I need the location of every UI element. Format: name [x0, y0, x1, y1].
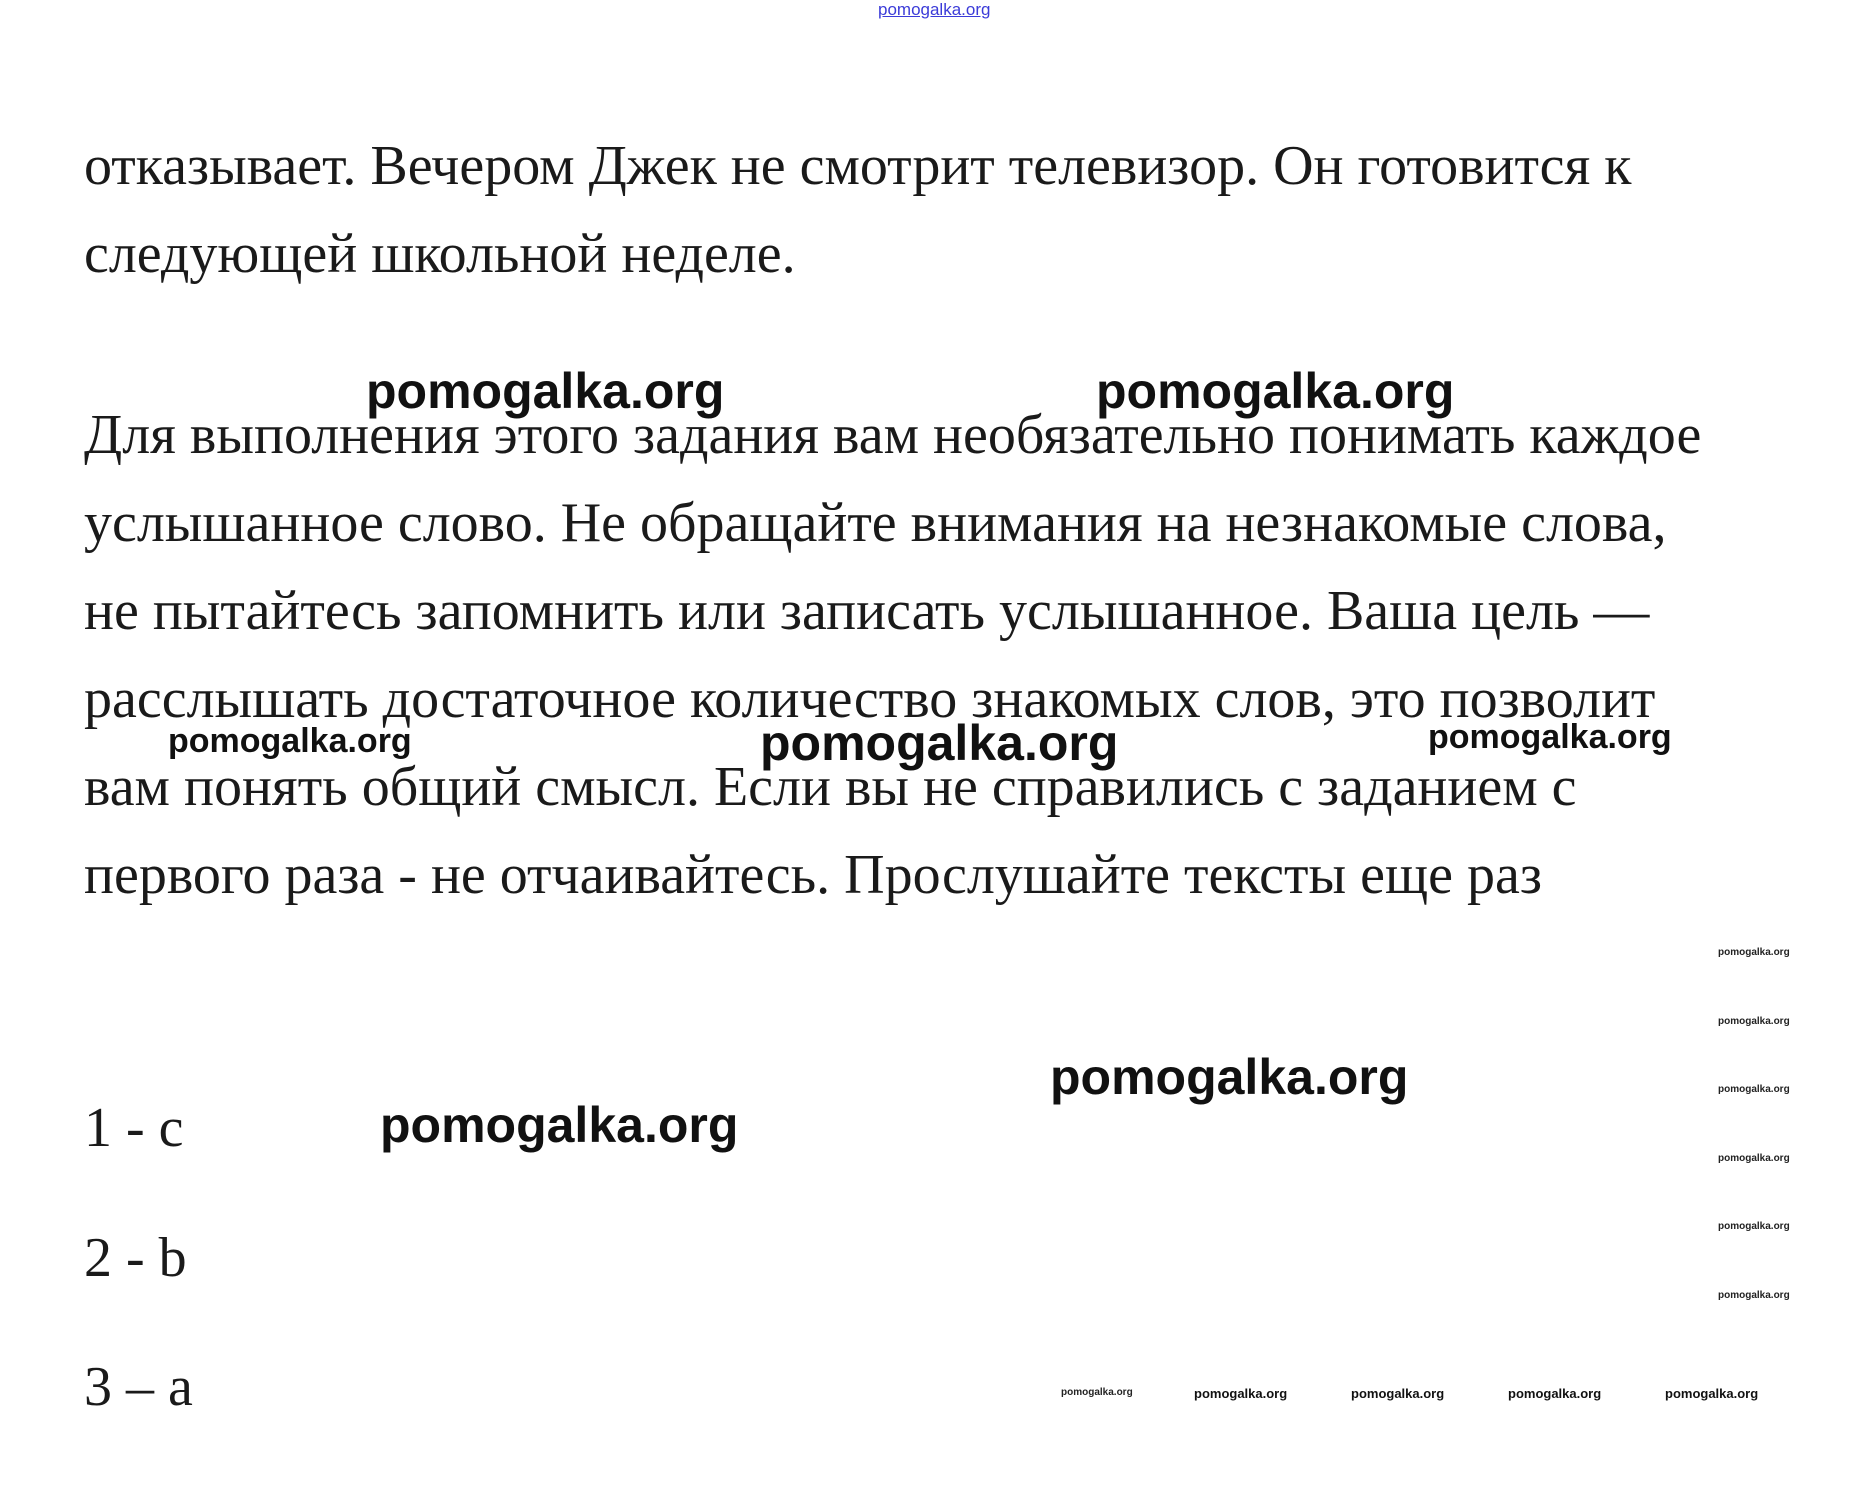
paragraph-line: Для выполнения этого задания вам необязательно понимать каждое — [84, 404, 1702, 466]
watermark: pomogalka.org — [168, 722, 412, 760]
watermark: pomogalka.org — [1718, 1084, 1790, 1095]
answer-item-2: 2 - b — [84, 1227, 187, 1289]
watermark: pomogalka.org — [1096, 363, 1455, 419]
answer-item-1: 1 - c — [84, 1097, 184, 1159]
watermark: pomogalka.org — [1194, 1386, 1288, 1401]
watermark: pomogalka.org — [380, 1097, 739, 1153]
paragraph-line: первого раза - не отчаивайтесь. Прослушайте тексты еще раз — [84, 844, 1542, 906]
paragraph-line: услышанное слово. Не обращайте внимания на незнакомые слова, — [84, 492, 1667, 554]
paragraph-line: отказывает. Вечером Джек не смотрит телевизор. Он готовится к — [84, 135, 1632, 197]
watermark: pomogalka.org — [760, 715, 1119, 771]
watermark: pomogalka.org — [1428, 718, 1672, 756]
watermark: pomogalka.org — [1718, 1221, 1790, 1232]
answer-item-3: 3 – a — [84, 1356, 193, 1418]
watermark: pomogalka.org — [1718, 947, 1790, 958]
watermark: pomogalka.org — [1508, 1386, 1602, 1401]
watermark: pomogalka.org — [1665, 1386, 1759, 1401]
watermark: pomogalka.org — [1050, 1049, 1409, 1105]
paragraph-line: расслышать достаточное количество знакомых слов, это позволит — [84, 668, 1656, 730]
watermark: pomogalka.org — [366, 363, 725, 419]
paragraph-line: не пытайтесь запомнить или записать услышанное. Ваша цель — — [84, 580, 1650, 642]
paragraph-line: следующей школьной неделе. — [84, 223, 796, 285]
paragraph-line: вам понять общий смысл. Если вы не справились с заданием с — [84, 756, 1577, 818]
site-header-link[interactable]: pomogalka.org — [878, 0, 991, 19]
watermark: pomogalka.org — [1718, 1290, 1790, 1301]
paragraph-instructions — [84, 391, 1804, 919]
watermark: pomogalka.org — [1718, 1153, 1790, 1164]
watermark: pomogalka.org — [1718, 1016, 1790, 1027]
watermark: pomogalka.org — [1061, 1387, 1133, 1398]
paragraph-story-ending — [84, 122, 1804, 298]
watermark: pomogalka.org — [1351, 1386, 1445, 1401]
